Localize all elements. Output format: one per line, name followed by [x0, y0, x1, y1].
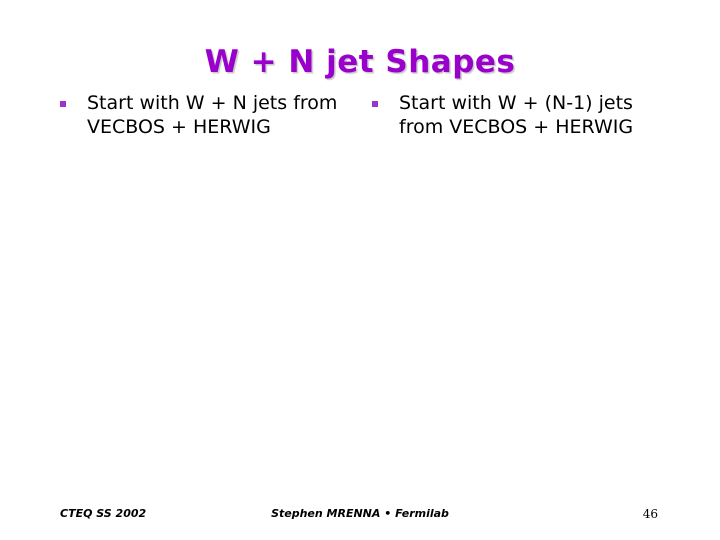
square-bullet-icon: [372, 101, 378, 107]
right-bullet-text: Start with W + (N-1) jets from VECBOS + HERWIG: [399, 92, 634, 138]
left-bullet-item: [60, 91, 350, 139]
left-bullet-text: Start with W + N jets from VECBOS + HERWIG: [87, 92, 338, 138]
footer-author: Stephen MRENNA • Fermilab: [271, 507, 449, 520]
square-bullet-icon: [60, 101, 66, 107]
page-number: 46: [642, 507, 658, 521]
left-column: [60, 91, 350, 139]
right-bullet-item: [372, 91, 672, 139]
slide-title: W + N jet Shapes: [204, 44, 516, 80]
footer-left: CTEQ SS 2002: [60, 507, 147, 520]
right-column: [372, 91, 672, 139]
